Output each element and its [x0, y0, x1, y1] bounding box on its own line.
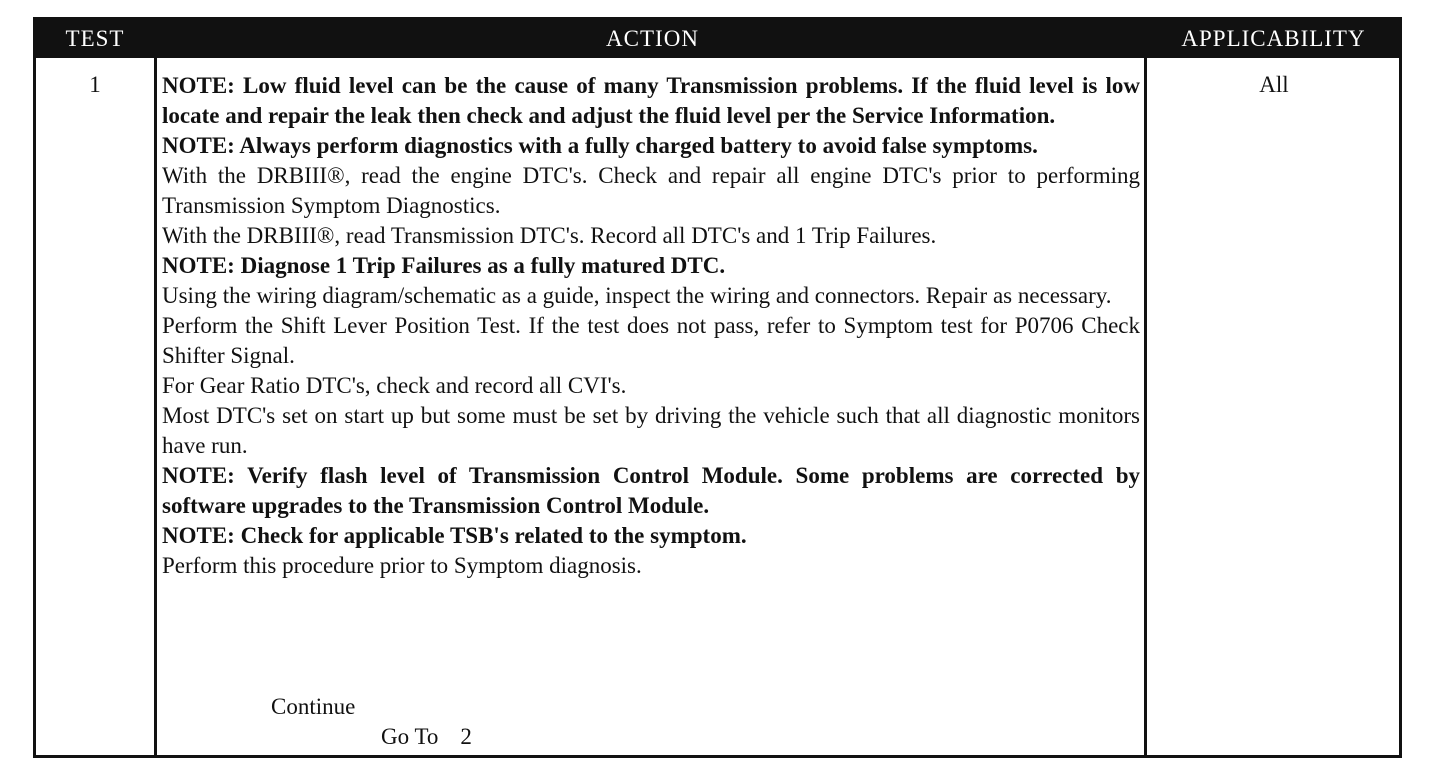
instruction-paragraph: Perform the Shift Lever Position Test. If the test does not pass, refer to Symptom test for P0706 Check Shifter Signal. [162, 313, 1140, 368]
note-paragraph: NOTE: Always perform diagnostics with a fully charged battery to avoid false symptoms. [162, 133, 1038, 158]
note-paragraph: NOTE: Diagnose 1 Trip Failures as a fully matured DTC. [162, 253, 726, 278]
instruction-paragraph: Using the wiring diagram/schematic as a guide, inspect the wiring and connectors. Repair as necessary. [162, 283, 1112, 308]
column-divider-test-action [154, 58, 157, 755]
instruction-paragraph: With the DRBIII®, read Transmission DTC's. Record all DTC's and 1 Trip Failures. [162, 223, 937, 248]
instruction-paragraph: Perform this procedure prior to Symptom diagnosis. [162, 553, 642, 578]
instruction-paragraph: For Gear Ratio DTC's, check and record all CVI's. [162, 373, 627, 398]
note-paragraph: NOTE: Verify flash level of Transmission Control Module. Some problems are corrected by software upgrades to the Transmission Control Module. [162, 463, 1140, 518]
instruction-paragraph: Most DTC's set on start up but some must be set by driving the vehicle such that all diagnostic monitors have run. [162, 403, 1140, 458]
note-paragraph: NOTE: Low fluid level can be the cause of many Transmission problems. If the fluid level is low locate and repair the leak then check and adjust the fluid level per the Service Information. [162, 73, 1140, 128]
header-test: TEST [65, 26, 125, 51]
goto-instruction [381, 722, 472, 752]
note-paragraph: NOTE: Check for applicable TSB's related to the symptom. [162, 523, 747, 548]
header-applicability: APPLICABILITY [1181, 26, 1366, 51]
applicability-value: All [1259, 72, 1289, 97]
action-cell [162, 71, 1140, 581]
table-header [36, 20, 1399, 58]
test-number: 1 [89, 72, 101, 97]
column-divider-action-applicability [1144, 58, 1147, 755]
continue-label: Continue [271, 694, 356, 719]
diagnostic-test-table [33, 17, 1402, 758]
goto-target: 2 [460, 724, 472, 749]
header-action: ACTION [606, 26, 699, 51]
instruction-paragraph: With the DRBIII®, read the engine DTC's. Check and repair all engine DTC's prior to performing Transmission Symptom Diagnostics. [162, 163, 1140, 218]
goto-label: Go To [381, 724, 439, 749]
